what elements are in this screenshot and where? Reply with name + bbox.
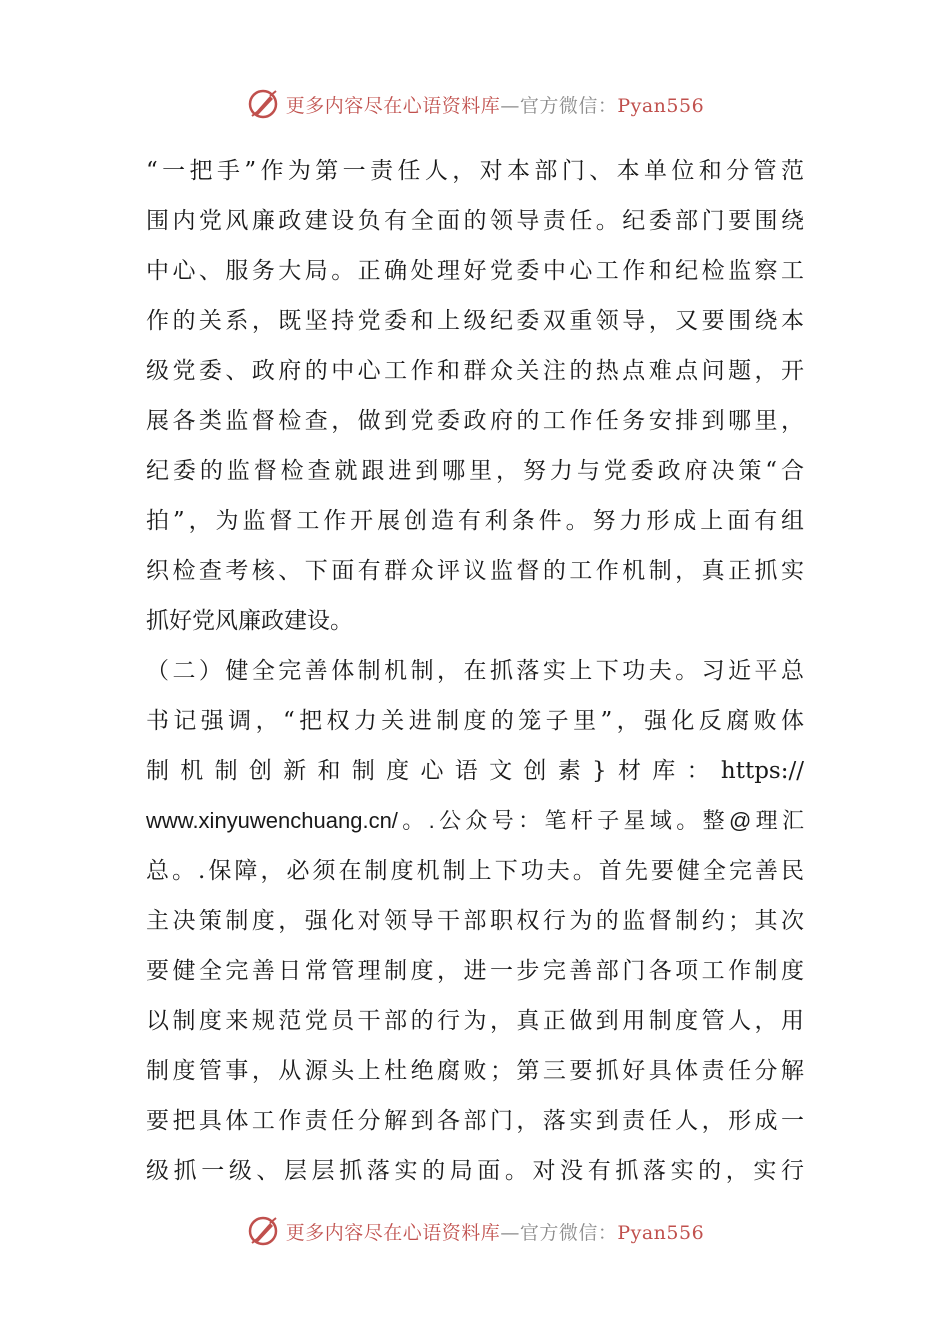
body-line: （二）健全完善体制机制，在抓落实上下功夫。习近平总 bbox=[146, 658, 804, 684]
document-body bbox=[146, 146, 804, 1196]
body-line: 总。.保障，必须在制度机制上下功夫。首先要健全完善民 bbox=[146, 858, 804, 884]
quill-logo-icon bbox=[246, 1214, 280, 1248]
header-wechat-label: 官方微信： bbox=[519, 94, 618, 117]
body-line: 主决策制度，强化对领导干部职权行为的监督制约；其次 bbox=[146, 908, 804, 934]
footer-dash: — bbox=[500, 1221, 520, 1244]
body-line: 纪委的监督检查就跟进到哪里，努力与党委政府决策“合 bbox=[146, 458, 804, 484]
body-line: 拍”，为监督工作开展创造有利条件。努力形成上面有组 bbox=[146, 508, 804, 534]
body-line: 制机制创新和制度心语文创素}材库：https:// bbox=[146, 758, 804, 784]
body-line: 要健全完善日常管理制度，进一步完善部门各项工作制度 bbox=[146, 958, 804, 984]
body-line: 围内党风廉政建设负有全面的领导责任。纪委部门要围绕 bbox=[146, 208, 804, 234]
body-line: 以制度来规范党员干部的行为，真正做到用制度管人，用 bbox=[146, 1008, 804, 1034]
body-line: “一把手”作为第一责任人，对本部门、本单位和分管范 bbox=[146, 158, 804, 184]
footer-wechat-label: 官方微信： bbox=[519, 1221, 618, 1244]
body-line: 要把具体工作责任分解到各部门，落实到责任人，形成一 bbox=[146, 1108, 804, 1134]
footer-text bbox=[286, 1218, 704, 1245]
header-brand-text: 更多内容尽在心语资料库 bbox=[285, 94, 501, 117]
body-line: 中心、服务大局。正确处理好党委中心工作和纪检监察工 bbox=[146, 258, 804, 284]
body-line: 抓好党风廉政建设。 bbox=[146, 608, 353, 634]
header-banner bbox=[0, 84, 950, 124]
body-line: 书记强调，“把权力关进制度的笼子里”，强化反腐败体 bbox=[146, 708, 804, 734]
footer-wechat-id: Pyan556 bbox=[617, 1221, 705, 1244]
footer-brand-text: 更多内容尽在心语资料库 bbox=[285, 1221, 501, 1244]
body-line: www.xinyuwenchuang.cn/。.公众号：笔杆子星域。整@理汇 bbox=[146, 808, 804, 833]
quill-logo-icon bbox=[246, 87, 280, 121]
header-text bbox=[286, 91, 704, 118]
body-line: 织检查考核、下面有群众评议监督的工作机制，真正抓实 bbox=[146, 558, 804, 584]
body-line: 展各类监督检查，做到党委政府的工作任务安排到哪里， bbox=[146, 408, 804, 434]
header-wechat-id: Pyan556 bbox=[617, 94, 705, 117]
body-line: 级抓一级、层层抓落实的局面。对没有抓落实的，实行 bbox=[146, 1158, 804, 1184]
footer-banner bbox=[0, 1211, 950, 1251]
header-dash: — bbox=[500, 94, 520, 117]
body-line: 制度管事，从源头上杜绝腐败；第三要抓好具体责任分解 bbox=[146, 1058, 804, 1084]
body-line: 作的关系，既坚持党委和上级纪委双重领导，又要围绕本 bbox=[146, 308, 804, 334]
body-line: 级党委、政府的中心工作和群众关注的热点难点问题，开 bbox=[146, 358, 804, 384]
